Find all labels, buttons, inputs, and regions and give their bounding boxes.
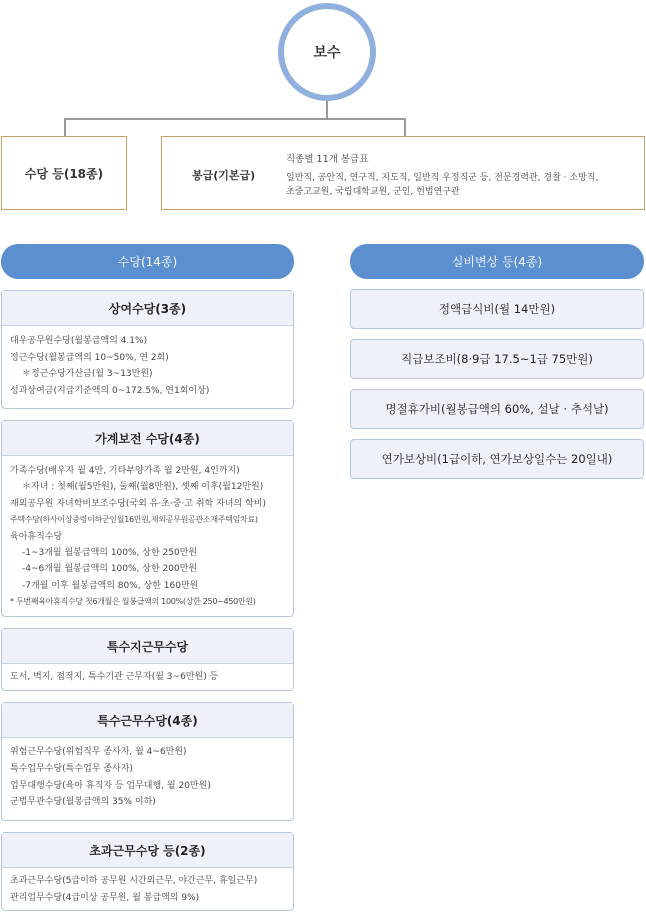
allowance-header — [1, 244, 294, 279]
allowance-header-label: 수당(14종) — [117, 255, 178, 269]
card-bonus-title: 상여수당(3종) — [2, 291, 293, 326]
list-item: 육아휴직수당 — [10, 531, 63, 542]
expense-item-label: 직급보조비(8·9급 17.5~1급 75만원) — [401, 352, 593, 366]
expense-item-label: 정액급식비(월 14만원) — [438, 302, 556, 316]
expense-item-meal — [350, 289, 644, 329]
list-item: -1~3개월 월봉급액의 100%, 상한 250만원 — [22, 548, 198, 559]
list-item: 재외공무원 자녀학비보조수당(국외 유·초·중·고 취학 자녀의 학비) — [10, 498, 266, 509]
expense-header-label: 실비변상 등(4종) — [451, 255, 543, 269]
list-item: 가족수당(배우자 월 4만, 기타부양가족 월 2만원, 4인까지) — [10, 466, 240, 476]
card-household-body — [2, 456, 293, 611]
salary-box — [161, 136, 645, 210]
card-household-title: 가계보전 수당(4종) — [2, 421, 293, 456]
expense-item-grade — [350, 339, 644, 379]
connector-root-down — [326, 101, 328, 118]
card-bonus-body — [2, 326, 293, 399]
list-item: 업무대행수당(육아 휴직자 등 업무대행, 월 20만원) — [10, 780, 211, 791]
list-item: 군법무관수당(월봉급액의 35% 이하) — [10, 797, 156, 808]
expense-item-label: 연가보상비(1급이하, 연가보상일수는 20일내) — [381, 452, 613, 466]
salary-label: 봉급(기본급) — [192, 169, 256, 182]
card-overtime-title: 초과근무수당 등(2종) — [2, 833, 293, 868]
list-item: 정근수당(월봉급액의 10~50%, 연 2회) — [10, 352, 169, 363]
card-special-body — [2, 738, 293, 811]
list-item: -4~6개월 월봉급액의 100%, 상한 200만원 — [22, 564, 198, 575]
expense-item-leave — [350, 439, 644, 479]
card-bonus — [1, 290, 294, 409]
allowance-label: 수당 등(18종) — [24, 166, 104, 181]
salary-title: 직종별 11개 봉급표 — [286, 154, 369, 165]
root-label: 보수 — [313, 45, 341, 61]
list-item: 초과근무수당(5급이하 공무원 시간외근무, 야간근무, 휴일근무) — [10, 876, 258, 886]
list-item: 성과상여금(지급기준액의 0~172.5%, 연1회이상) — [10, 385, 210, 396]
connector-left-drop — [64, 118, 66, 136]
connector-horizontal-top — [64, 118, 405, 120]
card-remote — [1, 628, 294, 691]
list-item: 특수업무수당(특수업무 종사자) — [10, 763, 133, 774]
card-remote-body — [2, 664, 293, 686]
list-item: 대우공무원수당(월봉급액의 4.1%) — [10, 336, 148, 346]
list-item: 관리업무수당(4급이상 공무원, 월 봉급액의 9%) — [10, 893, 200, 903]
card-household — [1, 420, 294, 617]
card-remote-title: 특수지근무수당 — [2, 629, 293, 664]
salary-line1: 일반직, 공안직, 연구직, 지도직, 일반직 우정직군 등, 전문경력관, 경찰 · 소방직, — [286, 173, 599, 183]
expense-header — [350, 244, 644, 279]
list-item: 주택수당(하사이상중령이하군인월16만원,재외공무원공관소재주택임차료) — [10, 515, 258, 525]
card-overtime-body — [2, 868, 293, 907]
list-item: ＊자녀 : 첫째(월5만원), 둘째(월8만원), 셋째 이후(월12만원) — [22, 482, 264, 493]
list-item: 위험근무수당(위험직무 종사자, 월 4~6만원) — [10, 747, 187, 757]
card-special — [1, 702, 294, 821]
list-item: * 두번째육아휴직수당 첫6개월은 월봉급액의 100%(상한 250~450만원) — [10, 597, 256, 607]
salary-line2: 초중고교원, 국립대학교원, 군인, 헌법연구관 — [286, 187, 460, 197]
card-special-title: 특수근무수당(4종) — [2, 703, 293, 738]
list-item: -7개월 이후 월봉급액의 80%, 상한 160만원 — [22, 580, 199, 591]
expense-item-holiday — [350, 389, 644, 429]
root-node — [278, 3, 376, 101]
connector-right-drop — [404, 118, 406, 136]
expense-item-label: 명절휴가비(월봉급액의 60%, 설날 · 추석날) — [385, 402, 609, 416]
allowance-box — [1, 136, 127, 210]
list-item: 도서, 벽지, 접적지, 특수기관 근무자(월 3~6만원) 등 — [10, 672, 219, 682]
card-overtime — [1, 832, 294, 911]
list-item: ＊정근수당가산금(월 3~13만원) — [22, 369, 153, 379]
